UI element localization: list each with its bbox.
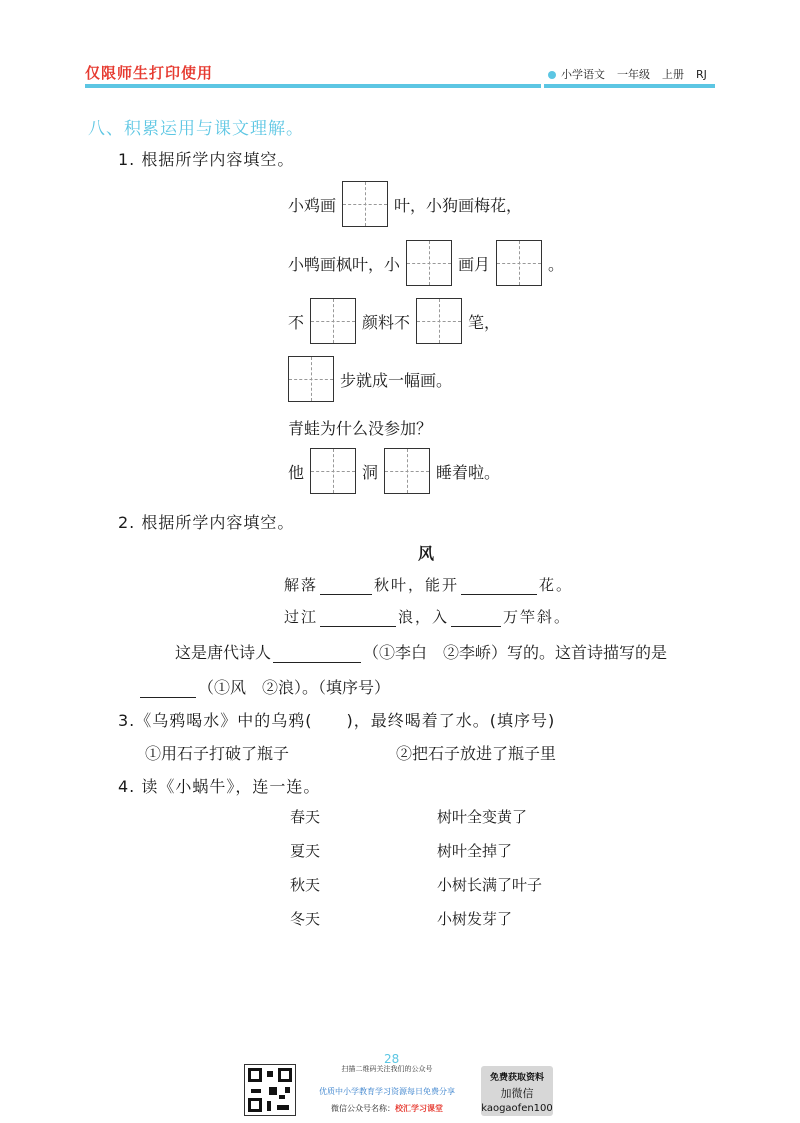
subject-label: 小学语文	[561, 68, 605, 81]
poem-text: 花。	[539, 576, 574, 594]
tianzige-box[interactable]	[496, 240, 542, 286]
q1-text: 颜料不	[362, 312, 411, 332]
poem-line-2	[284, 606, 571, 627]
poem-title: 风	[418, 544, 435, 563]
description-item[interactable]: 小树长满了叶子	[437, 876, 543, 894]
q1-line-5	[288, 416, 432, 439]
tianzige-box[interactable]	[384, 448, 430, 494]
account-line	[302, 1103, 472, 1114]
question-1-title: 1. 根据所学内容填空。	[118, 150, 295, 169]
poem-text: 过江	[284, 608, 319, 626]
q2-text: （①李白 ②李峤）写的。这首诗描写的是	[363, 643, 668, 662]
answer-blank[interactable]	[320, 577, 372, 595]
scan-text: 扫描二维码关注我们的公众号	[341, 1065, 433, 1073]
answer-blank[interactable]	[461, 577, 537, 595]
q1-text: 。	[548, 254, 565, 274]
season-item[interactable]: 夏天	[290, 842, 321, 860]
description-column	[437, 807, 542, 943]
q1-line-6	[288, 448, 500, 494]
q1-text: 小鸡画	[288, 195, 337, 215]
edition-label: RJ	[696, 68, 707, 81]
badge-line-3: kaogaofen100	[481, 1103, 553, 1114]
q1-text: 睡着啦。	[436, 462, 501, 482]
q2-sentence-1	[175, 640, 667, 663]
q2-text: 这是唐代诗人	[175, 643, 272, 662]
page-number: 28	[384, 1052, 400, 1066]
question-3-title: 3.《乌鸦喝水》中的乌鸦( )，最终喝着了水。(填序号)	[118, 711, 556, 730]
poem-text: 秋叶，能开	[374, 576, 460, 594]
header-info	[548, 66, 707, 82]
tianzige-box[interactable]	[288, 356, 334, 402]
answer-blank[interactable]	[273, 645, 361, 663]
q1-text: 不	[288, 312, 305, 332]
description-item[interactable]: 树叶全变黄了	[437, 808, 528, 826]
q1-line-1	[288, 181, 522, 227]
q1-text: 笔，	[468, 312, 501, 332]
answer-blank[interactable]	[451, 609, 501, 627]
answer-blank[interactable]	[140, 680, 196, 698]
q3-option-text: ②把石子放进了瓶子里	[396, 744, 557, 763]
header-rule-left	[85, 84, 541, 88]
season-item[interactable]: 春天	[290, 808, 321, 826]
qr-code-icon	[244, 1064, 296, 1116]
q1-text: 步就成一幅画。	[340, 370, 453, 390]
poem-text: 万竿斜。	[503, 608, 572, 626]
q2-text: （①风 ②浪）。（填序号）	[198, 678, 391, 697]
q1-text: 青蛙为什么没参加？	[288, 419, 433, 438]
print-only-title: 仅限师生打印使用	[85, 64, 214, 82]
q1-text: 洞	[362, 462, 379, 482]
tianzige-box[interactable]	[310, 298, 356, 344]
slogan-text: 优质中小学教育学习资源每日免费分享	[319, 1087, 455, 1096]
tianzige-box[interactable]	[406, 240, 452, 286]
header-rule-right	[544, 84, 715, 88]
q1-text: 画月	[458, 254, 491, 274]
season-item[interactable]: 秋天	[290, 876, 321, 894]
poem-text: 浪，入	[398, 608, 450, 626]
badge-line-1: 免费获取资料	[489, 1073, 544, 1083]
q3-option-2[interactable]	[396, 741, 556, 764]
tianzige-box[interactable]	[342, 181, 388, 227]
bullet-icon	[548, 71, 556, 79]
season-item[interactable]: 冬天	[290, 910, 321, 928]
q2-sentence-2	[140, 675, 390, 698]
q1-text: 小鸭画枫叶，小	[288, 254, 401, 274]
question-4-title: 4. 读《小蜗牛》，连一连。	[118, 777, 321, 796]
season-column	[290, 807, 320, 943]
poem-line-1	[284, 574, 573, 595]
q1-text: 叶，小狗画梅花，	[394, 195, 523, 215]
account-label: 微信公众号名称：	[331, 1104, 395, 1113]
footer-promo	[302, 1064, 472, 1114]
q3-option-text: ①用石子打破了瓶子	[145, 744, 290, 763]
description-item[interactable]: 小树发芽了	[437, 910, 513, 928]
q1-text: 他	[288, 462, 305, 482]
q1-line-4	[282, 356, 452, 402]
question-2-title: 2. 根据所学内容填空。	[118, 513, 295, 532]
volume-label: 上册	[662, 68, 684, 81]
account-name: 校汇学习课堂	[395, 1104, 443, 1113]
tianzige-box[interactable]	[310, 448, 356, 494]
badge-line-2: 加微信	[500, 1087, 534, 1100]
answer-blank[interactable]	[320, 609, 396, 627]
q1-line-2	[288, 240, 564, 286]
wechat-badge	[481, 1066, 553, 1116]
tianzige-box[interactable]	[416, 298, 462, 344]
grade-label: 一年级	[617, 68, 650, 81]
q1-line-3	[288, 298, 500, 344]
poem-text: 解落	[284, 576, 319, 594]
q3-option-1[interactable]	[145, 741, 289, 764]
description-item[interactable]: 树叶全掉了	[437, 842, 513, 860]
section-title: 八、积累运用与课文理解。	[88, 119, 304, 139]
